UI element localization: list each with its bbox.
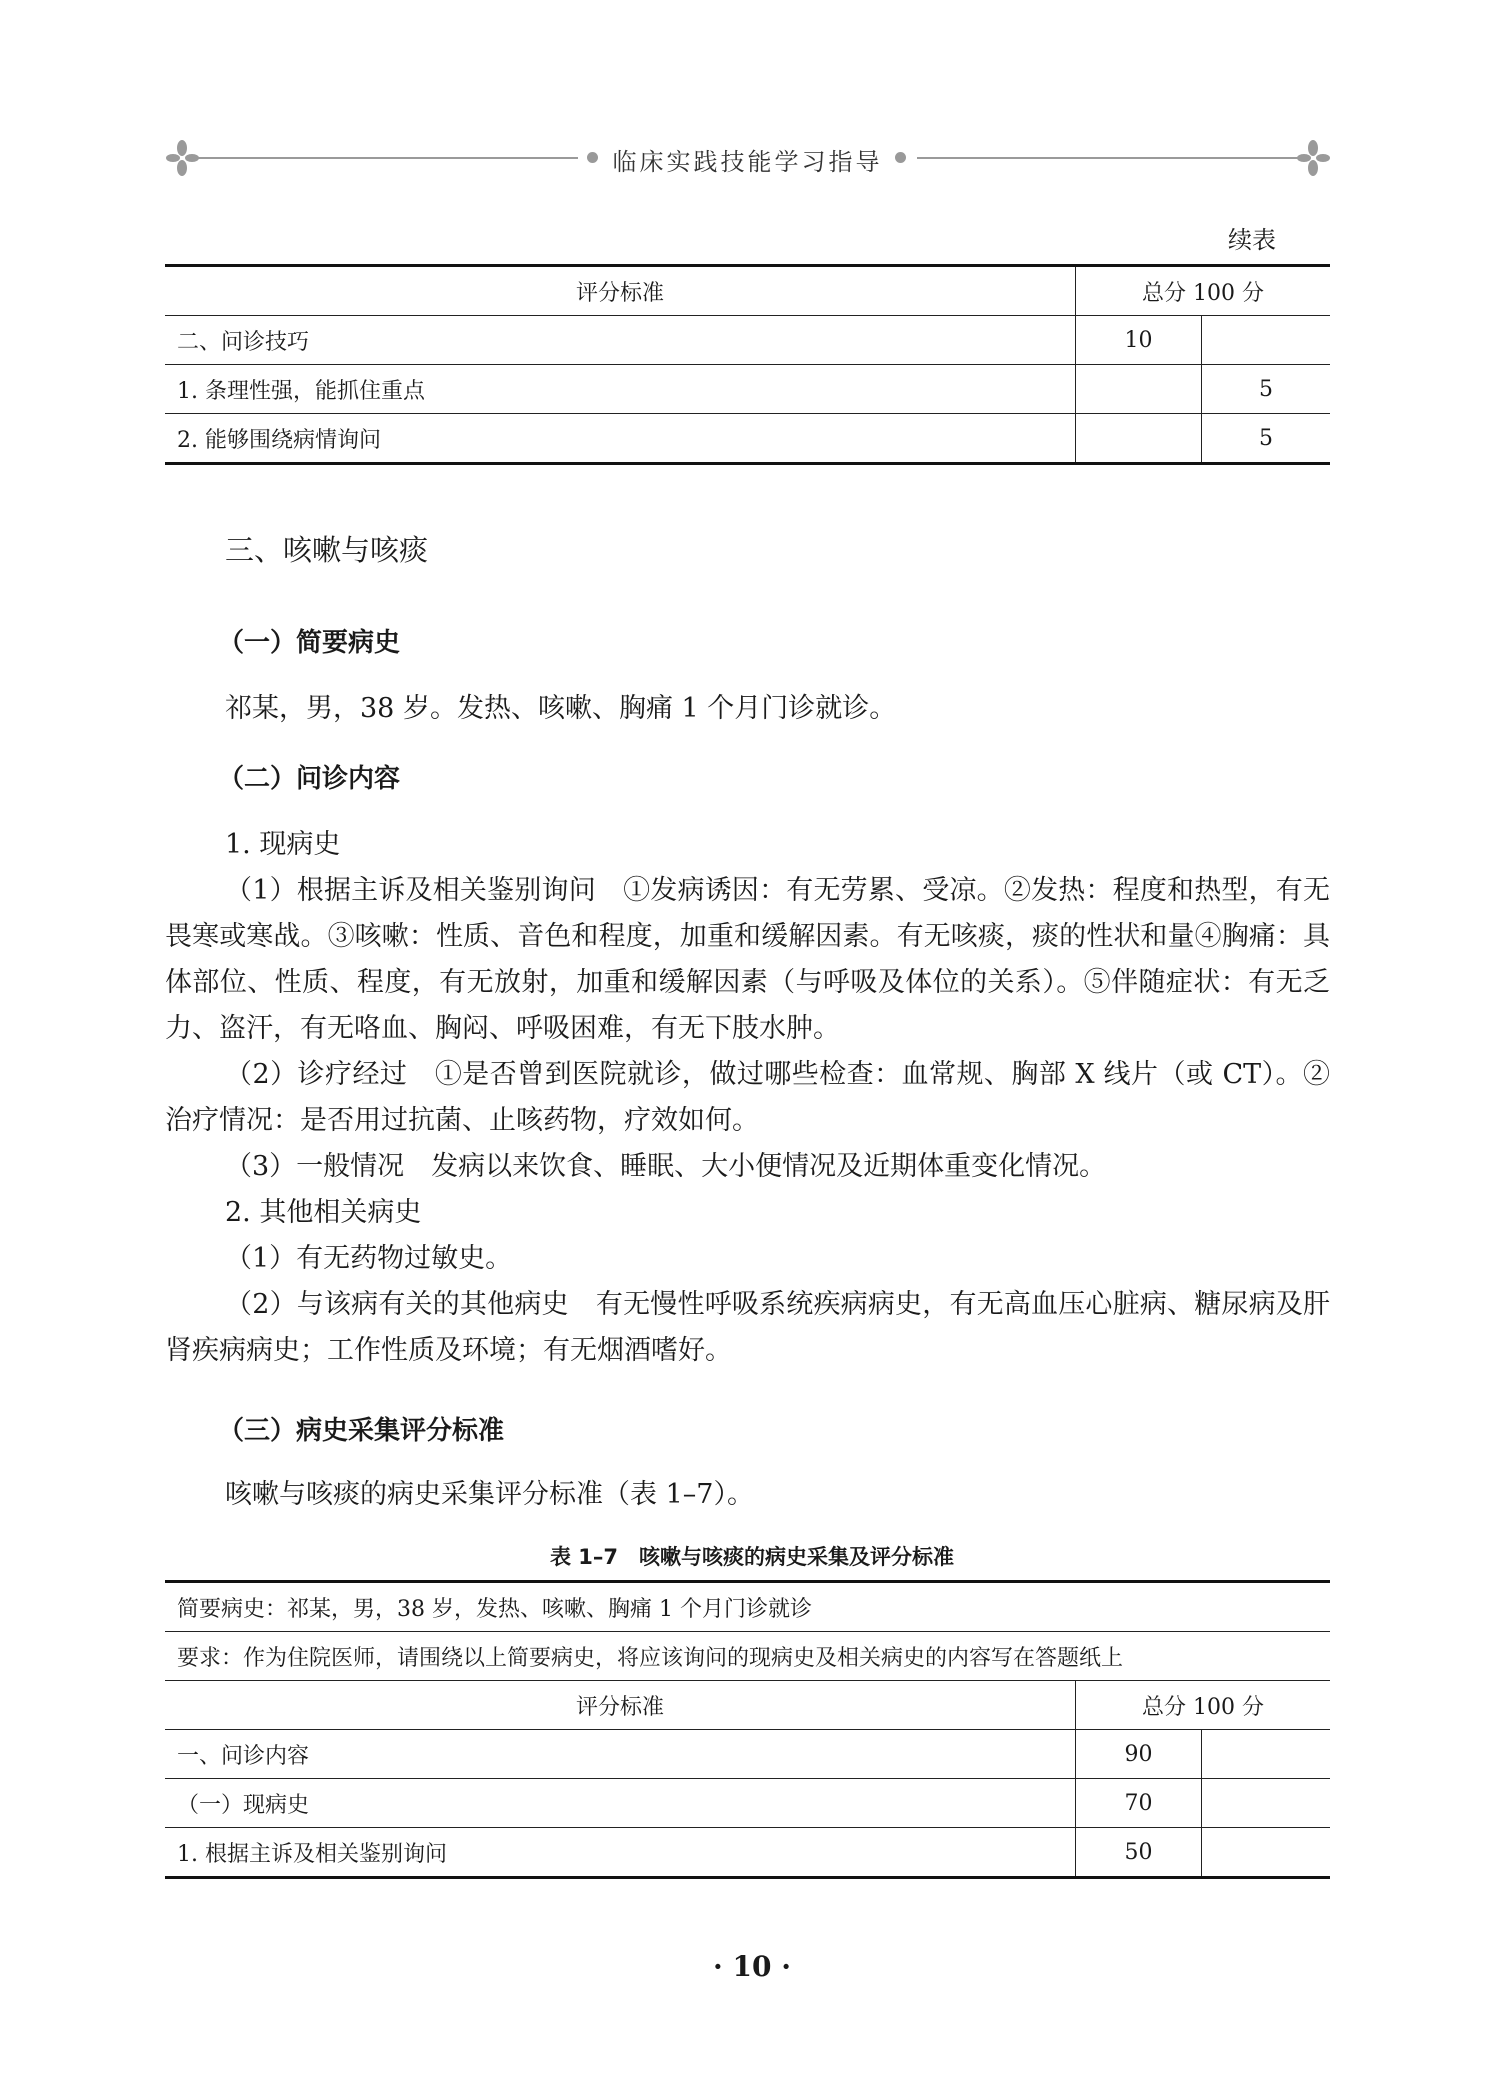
header-dot-right-icon: [895, 152, 906, 163]
row-score: 70: [1076, 1779, 1202, 1828]
table-row: [165, 365, 1330, 414]
score-table-continued: [165, 264, 1330, 465]
row-label: 2. 能够围绕病情询问: [165, 414, 1076, 464]
row-sub-score: [1202, 1730, 1331, 1779]
paragraph: （2）与该病有关的其他病史 有无慢性呼吸系统疾病病史，有无高血压心脏病、糖尿病及肝肾疾病病史；工作性质及环境；有无烟酒嗜好。: [165, 1289, 1330, 1366]
row-sub-score: [1202, 1828, 1331, 1878]
paragraph: （1）根据主诉及相关鉴别询问 ①发病诱因：有无劳累、受凉。②发热：程度和热型，有无畏寒或寒战。③咳嗽：性质、音色和程度，加重和缓解因素。有无咳痰，痰的性状和量④胸痛：具体部位、性质、程度，有无放射，加重和缓解因素（与呼吸及体位的关系）。⑤伴随症状：有无乏力、盗汗，有无咯血、胸闷、呼吸困难，有无下肢水肿。: [165, 875, 1330, 1044]
right-ornament-icon: [1296, 138, 1330, 178]
row-label: 二、问诊技巧: [165, 316, 1076, 365]
row-label: 1. 根据主诉及相关鉴别询问: [165, 1828, 1076, 1878]
row-score: 10: [1076, 316, 1202, 365]
paragraph: 咳嗽与咳痰的病史采集评分标准（表 1–7）。: [225, 1479, 754, 1510]
paragraph: （2）诊疗经过 ①是否曾到医院就诊，做过哪些检查：血常规、胸部 X 线片（或 CT）。②治疗情况：是否用过抗菌、止咳药物，疗效如何。: [165, 1059, 1330, 1136]
subsection-heading-inquiry: （二）问诊内容: [218, 764, 401, 794]
row-score: 50: [1076, 1828, 1202, 1878]
page-number: · 10 ·: [713, 1950, 791, 1983]
item-title: 2. 其他相关病史: [225, 1197, 422, 1228]
inquiry-content: [165, 822, 1330, 1374]
scoring-intro-text: [165, 1472, 1330, 1518]
header-rule-right: [917, 157, 1302, 159]
paragraph: （1）有无药物过敏史。: [225, 1243, 513, 1274]
item-title: 1. 现病史: [225, 829, 341, 860]
row-label: （一）现病史: [165, 1779, 1076, 1828]
row-sub-score: [1202, 316, 1331, 365]
subsection-heading-brief-history: （一）简要病史: [218, 628, 401, 658]
section-heading: 三、咳嗽与咳痰: [225, 533, 429, 567]
row-sub-score: 5: [1202, 365, 1331, 414]
header-criteria: 评分标准: [165, 1681, 1076, 1730]
table-row: [165, 316, 1330, 365]
running-title: 临床实践技能学习指导: [612, 148, 883, 176]
requirement-row: [165, 1632, 1330, 1681]
subsection-heading-scoring: （三）病史采集评分标准: [218, 1416, 505, 1446]
paragraph: 祁某，男，38 岁。发热、咳嗽、胸痛 1 个月门诊就诊。: [225, 693, 897, 724]
header-total: 总分 100 分: [1076, 266, 1331, 316]
brief-history-cell: 简要病史：祁某，男，38 岁，发热、咳嗽、胸痛 1 个月门诊就诊: [165, 1582, 1330, 1632]
table-row: [165, 1779, 1330, 1828]
brief-history-row: [165, 1582, 1330, 1632]
continued-label: 续表: [1228, 226, 1276, 254]
requirement-cell: 要求：作为住院医师，请围绕以上简要病史，将应该询问的现病史及相关病史的内容写在答题纸上: [165, 1632, 1330, 1681]
table-caption: 表 1–7 咳嗽与咳痰的病史采集及评分标准: [549, 1545, 955, 1569]
table-header-row: [165, 1681, 1330, 1730]
row-label: 一、问诊内容: [165, 1730, 1076, 1779]
row-sub-score: 5: [1202, 414, 1331, 464]
table-row: [165, 1730, 1330, 1779]
table-row: [165, 414, 1330, 464]
header-criteria: 评分标准: [165, 266, 1076, 316]
table-header-row: [165, 266, 1330, 316]
row-score: [1076, 414, 1202, 464]
table-row: [165, 1828, 1330, 1878]
paragraph: （3）一般情况 发病以来饮食、睡眠、大小便情况及近期体重变化情况。: [225, 1151, 1107, 1182]
row-sub-score: [1202, 1779, 1331, 1828]
row-score: 90: [1076, 1730, 1202, 1779]
running-header: [165, 138, 1330, 178]
row-score: [1076, 365, 1202, 414]
row-label: 1. 条理性强，能抓住重点: [165, 365, 1076, 414]
score-table-1-7: [165, 1580, 1330, 1879]
brief-history-text: [165, 686, 1330, 732]
header-total: 总分 100 分: [1076, 1681, 1331, 1730]
